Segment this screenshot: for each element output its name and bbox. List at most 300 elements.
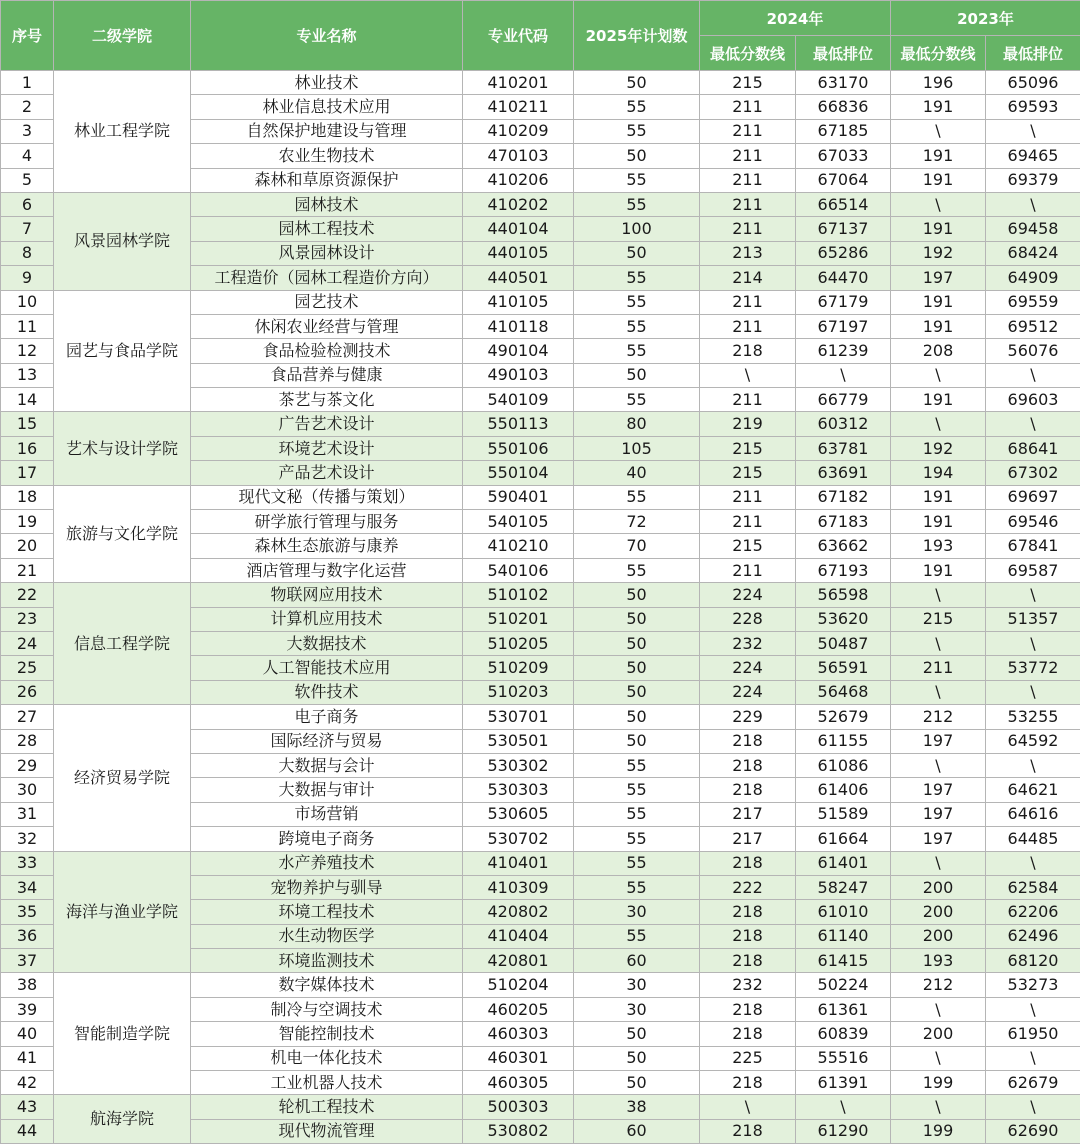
rank-2024: 63662 [796, 534, 891, 558]
table-row [1, 71, 1080, 95]
rank-2024: 67137 [796, 217, 891, 241]
score-2024: 232 [700, 631, 796, 655]
score-2023: 215 [891, 607, 986, 631]
major-name: 大数据技术 [191, 631, 463, 655]
major-code: 410401 [463, 851, 574, 875]
major-code: 590401 [463, 485, 574, 509]
score-2024: 218 [700, 339, 796, 363]
plan-count: 55 [574, 119, 700, 143]
rank-2024: \ [796, 363, 891, 387]
plan-count: 50 [574, 631, 700, 655]
row-index: 10 [1, 290, 54, 314]
major-name: 园林工程技术 [191, 217, 463, 241]
row-index: 35 [1, 900, 54, 924]
header-major: 专业名称 [191, 1, 463, 71]
row-index: 3 [1, 119, 54, 143]
row-index: 28 [1, 729, 54, 753]
rank-2023: 69546 [986, 510, 1080, 534]
rank-2023: 69458 [986, 217, 1080, 241]
major-name: 风景园林设计 [191, 241, 463, 265]
score-2024: 218 [700, 1119, 796, 1143]
table-row [1, 973, 1080, 997]
row-index: 17 [1, 461, 54, 485]
plan-count: 50 [574, 241, 700, 265]
rank-2023: 68641 [986, 436, 1080, 460]
score-2024: 218 [700, 997, 796, 1021]
row-index: 4 [1, 144, 54, 168]
row-index: 26 [1, 680, 54, 704]
major-name: 林业信息技术应用 [191, 95, 463, 119]
rank-2024: 67185 [796, 119, 891, 143]
rank-2024: 58247 [796, 875, 891, 899]
college-cell: 艺术与设计学院 [54, 412, 191, 485]
plan-count: 30 [574, 900, 700, 924]
score-2024: 211 [700, 168, 796, 192]
plan-count: 55 [574, 924, 700, 948]
major-code: 530702 [463, 827, 574, 851]
college-cell: 旅游与文化学院 [54, 485, 191, 583]
major-code: 510209 [463, 656, 574, 680]
rank-2023: 61950 [986, 1022, 1080, 1046]
score-2023: 197 [891, 802, 986, 826]
table-body [1, 71, 1080, 1144]
score-2024: 224 [700, 656, 796, 680]
row-index: 34 [1, 875, 54, 899]
row-index: 12 [1, 339, 54, 363]
plan-count: 50 [574, 680, 700, 704]
major-code: 510203 [463, 680, 574, 704]
major-code: 440104 [463, 217, 574, 241]
score-2023: 191 [891, 510, 986, 534]
plan-count: 50 [574, 583, 700, 607]
score-2024: 215 [700, 534, 796, 558]
row-index: 42 [1, 1071, 54, 1095]
score-2023: 192 [891, 241, 986, 265]
rank-2024: 56468 [796, 680, 891, 704]
row-index: 41 [1, 1046, 54, 1070]
score-2024: 211 [700, 217, 796, 241]
score-2024: 224 [700, 583, 796, 607]
major-name: 环境监测技术 [191, 949, 463, 973]
plan-count: 55 [574, 314, 700, 338]
rank-2024: 63170 [796, 71, 891, 95]
major-code: 550104 [463, 461, 574, 485]
rank-2024: 61140 [796, 924, 891, 948]
plan-count: 30 [574, 973, 700, 997]
score-2023: \ [891, 583, 986, 607]
score-2023: \ [891, 412, 986, 436]
plan-count: 55 [574, 266, 700, 290]
row-index: 18 [1, 485, 54, 509]
header-plan: 2025年计划数 [574, 1, 700, 71]
rank-2024: 67033 [796, 144, 891, 168]
rank-2023: 68424 [986, 241, 1080, 265]
major-code: 410210 [463, 534, 574, 558]
table-row [1, 412, 1080, 436]
rank-2023: \ [986, 680, 1080, 704]
college-cell: 海洋与渔业学院 [54, 851, 191, 973]
rank-2023: 53255 [986, 705, 1080, 729]
major-code: 460303 [463, 1022, 574, 1046]
plan-count: 50 [574, 1071, 700, 1095]
plan-count: 55 [574, 95, 700, 119]
score-2023: \ [891, 631, 986, 655]
rank-2023: \ [986, 119, 1080, 143]
score-2023: \ [891, 851, 986, 875]
rank-2023: 64485 [986, 827, 1080, 851]
score-2023: \ [891, 753, 986, 777]
plan-count: 80 [574, 412, 700, 436]
score-2024: 218 [700, 949, 796, 973]
rank-2023: 62496 [986, 924, 1080, 948]
row-index: 19 [1, 510, 54, 534]
score-2023: 193 [891, 534, 986, 558]
score-2023: 200 [891, 924, 986, 948]
table-row [1, 705, 1080, 729]
score-2023: \ [891, 192, 986, 216]
score-2024: 211 [700, 144, 796, 168]
row-index: 20 [1, 534, 54, 558]
score-2024: 229 [700, 705, 796, 729]
score-2024: 215 [700, 436, 796, 460]
score-2024: 211 [700, 290, 796, 314]
score-2024: 211 [700, 510, 796, 534]
rank-2024: 56598 [796, 583, 891, 607]
header-2023-min-rank: 最低排位 [986, 36, 1080, 71]
score-2023: 199 [891, 1071, 986, 1095]
major-name: 大数据与会计 [191, 753, 463, 777]
plan-count: 50 [574, 729, 700, 753]
row-index: 39 [1, 997, 54, 1021]
major-name: 计算机应用技术 [191, 607, 463, 631]
row-index: 38 [1, 973, 54, 997]
score-2023: 191 [891, 314, 986, 338]
row-index: 15 [1, 412, 54, 436]
plan-count: 70 [574, 534, 700, 558]
row-index: 1 [1, 71, 54, 95]
plan-count: 72 [574, 510, 700, 534]
major-name: 林业技术 [191, 71, 463, 95]
major-name: 现代文秘（传播与策划） [191, 485, 463, 509]
rank-2024: 66514 [796, 192, 891, 216]
score-2023: 194 [891, 461, 986, 485]
rank-2023: \ [986, 192, 1080, 216]
plan-count: 38 [574, 1095, 700, 1119]
plan-count: 55 [574, 875, 700, 899]
score-2023: 191 [891, 95, 986, 119]
major-code: 540109 [463, 388, 574, 412]
rank-2024: 61290 [796, 1119, 891, 1143]
score-2023: \ [891, 997, 986, 1021]
major-name: 电子商务 [191, 705, 463, 729]
plan-count: 55 [574, 168, 700, 192]
row-index: 33 [1, 851, 54, 875]
row-index: 6 [1, 192, 54, 216]
rank-2024: 67197 [796, 314, 891, 338]
score-2023: \ [891, 680, 986, 704]
score-2024: 215 [700, 71, 796, 95]
rank-2023: 62206 [986, 900, 1080, 924]
score-2024: 218 [700, 924, 796, 948]
rank-2023: 62584 [986, 875, 1080, 899]
major-code: 420801 [463, 949, 574, 973]
rank-2024: 67193 [796, 558, 891, 582]
score-2024: 211 [700, 558, 796, 582]
score-2023: 193 [891, 949, 986, 973]
score-2023: 197 [891, 266, 986, 290]
score-2023: 191 [891, 144, 986, 168]
major-code: 470103 [463, 144, 574, 168]
rank-2023: 64592 [986, 729, 1080, 753]
rank-2024: 61406 [796, 778, 891, 802]
header-year-2024: 2024年 [700, 1, 891, 36]
rank-2023: 69465 [986, 144, 1080, 168]
score-2023: \ [891, 119, 986, 143]
score-2024: 218 [700, 851, 796, 875]
row-index: 44 [1, 1119, 54, 1143]
rank-2024: 67064 [796, 168, 891, 192]
row-index: 11 [1, 314, 54, 338]
header-year-2023: 2023年 [891, 1, 1080, 36]
header-2023-min-score: 最低分数线 [891, 36, 986, 71]
rank-2024: 66779 [796, 388, 891, 412]
major-name: 研学旅行管理与服务 [191, 510, 463, 534]
rank-2024: 50487 [796, 631, 891, 655]
score-2023: 197 [891, 827, 986, 851]
major-name: 物联网应用技术 [191, 583, 463, 607]
rank-2024: 61391 [796, 1071, 891, 1095]
plan-count: 55 [574, 192, 700, 216]
score-2023: 191 [891, 168, 986, 192]
rank-2023: \ [986, 631, 1080, 655]
plan-count: 55 [574, 851, 700, 875]
plan-count: 55 [574, 778, 700, 802]
score-2024: 211 [700, 314, 796, 338]
major-name: 人工智能技术应用 [191, 656, 463, 680]
rank-2024: 61155 [796, 729, 891, 753]
rank-2024: 60312 [796, 412, 891, 436]
major-name: 环境艺术设计 [191, 436, 463, 460]
major-name: 森林和草原资源保护 [191, 168, 463, 192]
score-2023: 191 [891, 558, 986, 582]
major-code: 510102 [463, 583, 574, 607]
college-cell: 信息工程学院 [54, 583, 191, 705]
major-code: 410202 [463, 192, 574, 216]
table-row [1, 583, 1080, 607]
major-code: 440105 [463, 241, 574, 265]
major-code: 510205 [463, 631, 574, 655]
score-2023: 200 [891, 900, 986, 924]
row-index: 13 [1, 363, 54, 387]
major-code: 530802 [463, 1119, 574, 1143]
plan-count: 50 [574, 656, 700, 680]
row-index: 40 [1, 1022, 54, 1046]
table-row [1, 1095, 1080, 1119]
major-name: 产品艺术设计 [191, 461, 463, 485]
rank-2024: 52679 [796, 705, 891, 729]
college-cell: 经济贸易学院 [54, 705, 191, 851]
major-code: 540105 [463, 510, 574, 534]
rank-2024: 65286 [796, 241, 891, 265]
major-code: 410201 [463, 71, 574, 95]
major-name: 跨境电子商务 [191, 827, 463, 851]
score-2024: 211 [700, 119, 796, 143]
row-index: 7 [1, 217, 54, 241]
score-2024: 218 [700, 1022, 796, 1046]
rank-2024: 61010 [796, 900, 891, 924]
plan-count: 50 [574, 705, 700, 729]
major-code: 530302 [463, 753, 574, 777]
score-2023: 191 [891, 217, 986, 241]
plan-count: 55 [574, 290, 700, 314]
college-cell: 航海学院 [54, 1095, 191, 1144]
rank-2024: 66836 [796, 95, 891, 119]
major-name: 现代物流管理 [191, 1119, 463, 1143]
major-code: 460205 [463, 997, 574, 1021]
score-2023: 200 [891, 1022, 986, 1046]
rank-2023: 68120 [986, 949, 1080, 973]
row-index: 32 [1, 827, 54, 851]
table-header [1, 1, 1080, 71]
rank-2024: 60839 [796, 1022, 891, 1046]
major-name: 数字媒体技术 [191, 973, 463, 997]
score-2023: 196 [891, 71, 986, 95]
major-code: 530501 [463, 729, 574, 753]
plan-count: 105 [574, 436, 700, 460]
rank-2023: 69379 [986, 168, 1080, 192]
rank-2023: 67841 [986, 534, 1080, 558]
major-name: 森林生态旅游与康养 [191, 534, 463, 558]
rank-2023: 62690 [986, 1119, 1080, 1143]
major-name: 休闲农业经营与管理 [191, 314, 463, 338]
rank-2024: 55516 [796, 1046, 891, 1070]
score-2024: 217 [700, 802, 796, 826]
rank-2024: 61239 [796, 339, 891, 363]
score-2023: 191 [891, 290, 986, 314]
row-index: 36 [1, 924, 54, 948]
rank-2023: 69593 [986, 95, 1080, 119]
plan-count: 50 [574, 71, 700, 95]
score-2024: 218 [700, 900, 796, 924]
score-2024: 217 [700, 827, 796, 851]
score-2023: 200 [891, 875, 986, 899]
score-2024: 228 [700, 607, 796, 631]
score-2023: 199 [891, 1119, 986, 1143]
rank-2024: 61361 [796, 997, 891, 1021]
plan-count: 55 [574, 485, 700, 509]
plan-count: 100 [574, 217, 700, 241]
college-cell: 林业工程学院 [54, 71, 191, 193]
row-index: 25 [1, 656, 54, 680]
score-2024: 222 [700, 875, 796, 899]
rank-2023: \ [986, 851, 1080, 875]
score-2024: 218 [700, 1071, 796, 1095]
major-code: 530605 [463, 802, 574, 826]
score-2023: \ [891, 1095, 986, 1119]
college-cell: 风景园林学院 [54, 192, 191, 290]
plan-count: 50 [574, 607, 700, 631]
score-2024: 232 [700, 973, 796, 997]
rank-2024: 50224 [796, 973, 891, 997]
score-2024: 219 [700, 412, 796, 436]
row-index: 22 [1, 583, 54, 607]
rank-2023: 51357 [986, 607, 1080, 631]
rank-2023: \ [986, 753, 1080, 777]
major-code: 410404 [463, 924, 574, 948]
plan-count: 55 [574, 827, 700, 851]
score-2024: 211 [700, 388, 796, 412]
score-2023: 197 [891, 729, 986, 753]
major-name: 宠物养护与驯导 [191, 875, 463, 899]
score-2024: 215 [700, 461, 796, 485]
rank-2024: 56591 [796, 656, 891, 680]
plan-count: 50 [574, 363, 700, 387]
rank-2023: 69697 [986, 485, 1080, 509]
major-code: 490103 [463, 363, 574, 387]
row-index: 14 [1, 388, 54, 412]
score-2023: 208 [891, 339, 986, 363]
row-index: 27 [1, 705, 54, 729]
major-code: 510204 [463, 973, 574, 997]
major-code: 530701 [463, 705, 574, 729]
plan-count: 50 [574, 1022, 700, 1046]
rank-2024: 64470 [796, 266, 891, 290]
major-name: 茶艺与茶文化 [191, 388, 463, 412]
rank-2023: 56076 [986, 339, 1080, 363]
major-name: 园艺技术 [191, 290, 463, 314]
row-index: 9 [1, 266, 54, 290]
score-2024: 224 [700, 680, 796, 704]
major-name: 环境工程技术 [191, 900, 463, 924]
major-code: 410206 [463, 168, 574, 192]
rank-2024: 67179 [796, 290, 891, 314]
score-2024: 213 [700, 241, 796, 265]
rank-2024: 67183 [796, 510, 891, 534]
row-index: 31 [1, 802, 54, 826]
rank-2023: 64621 [986, 778, 1080, 802]
college-cell: 园艺与食品学院 [54, 290, 191, 412]
plan-count: 55 [574, 388, 700, 412]
row-index: 29 [1, 753, 54, 777]
score-2024: 218 [700, 778, 796, 802]
rank-2023: 62679 [986, 1071, 1080, 1095]
major-name: 园林技术 [191, 192, 463, 216]
row-index: 23 [1, 607, 54, 631]
rank-2023: 69603 [986, 388, 1080, 412]
score-2024: 225 [700, 1046, 796, 1070]
row-index: 2 [1, 95, 54, 119]
row-index: 43 [1, 1095, 54, 1119]
rank-2023: \ [986, 997, 1080, 1021]
major-code: 460305 [463, 1071, 574, 1095]
table-row [1, 192, 1080, 216]
major-code: 490104 [463, 339, 574, 363]
major-name: 轮机工程技术 [191, 1095, 463, 1119]
rank-2023: 64616 [986, 802, 1080, 826]
plan-count: 55 [574, 802, 700, 826]
plan-count: 60 [574, 949, 700, 973]
major-code: 440501 [463, 266, 574, 290]
score-2024: 211 [700, 95, 796, 119]
major-code: 410309 [463, 875, 574, 899]
rank-2024: 61086 [796, 753, 891, 777]
table-row [1, 851, 1080, 875]
row-index: 30 [1, 778, 54, 802]
table-row [1, 485, 1080, 509]
header-code: 专业代码 [463, 1, 574, 71]
score-2023: 197 [891, 778, 986, 802]
rank-2023: \ [986, 363, 1080, 387]
